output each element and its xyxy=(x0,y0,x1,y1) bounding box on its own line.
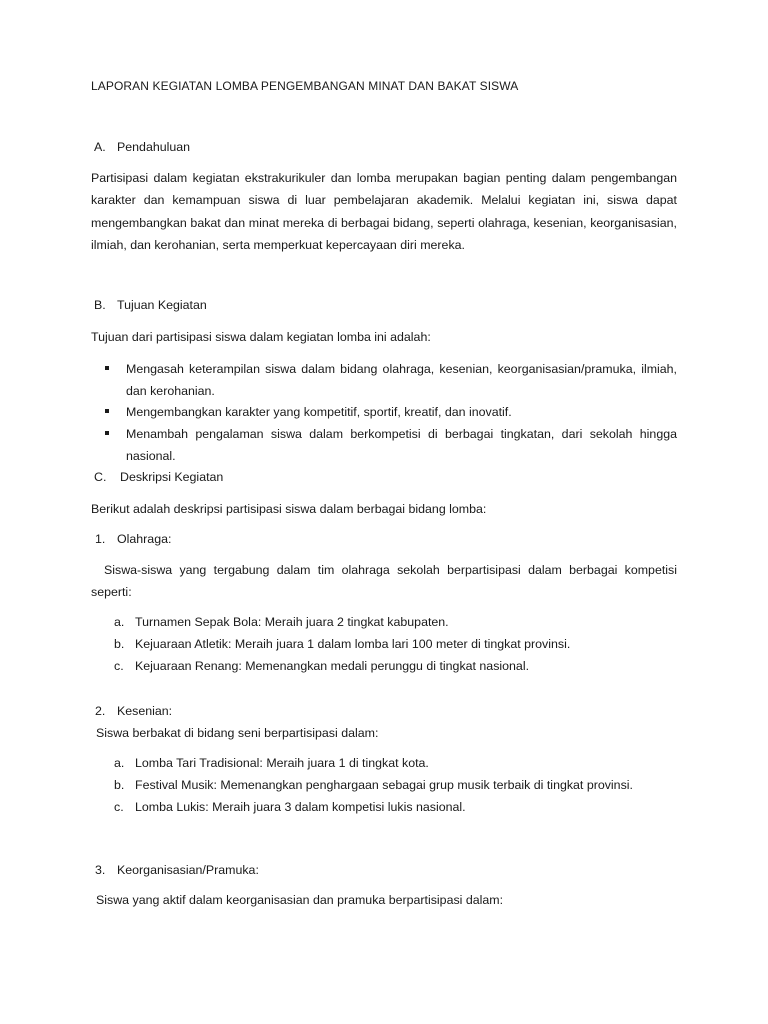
bullet-text: Mengasah keterampilan siswa dalam bidang olahraga, kesenian, keorganisasian/pramuka, ilmiah, dan kerohanian. xyxy=(126,362,677,398)
section-title: Deskripsi Kegiatan xyxy=(120,470,224,484)
item-text: Festival Musik: Memenangkan penghargaan sebagai grup musik terbaik di tingkat provinsi. xyxy=(135,778,633,792)
field-name: Olahraga: xyxy=(117,532,172,546)
document-title: LAPORAN KEGIATAN LOMBA PENGEMBANGAN MINAT DAN BAKAT SISWA xyxy=(91,79,519,93)
item-marker: a. xyxy=(114,756,125,770)
item-text: Turnamen Sepak Bola: Meraih juara 2 tingkat kabupaten. xyxy=(135,615,449,629)
field-marker: 1. xyxy=(95,532,106,546)
item-marker: a. xyxy=(114,615,125,629)
bullet-item xyxy=(91,401,677,423)
square-bullet-icon xyxy=(105,409,109,413)
description-intro: Berikut adalah deskripsi partisipasi siswa dalam berbagai bidang lomba: xyxy=(91,502,487,516)
bullet-text: Menambah pengalaman siswa dalam berkompetisi di berbagai tingkatan, dari sekolah hingga nasional. xyxy=(126,427,677,463)
field-name: Keorganisasian/Pramuka: xyxy=(117,863,259,877)
field-marker: 2. xyxy=(95,704,106,718)
item-text: Lomba Lukis: Meraih juara 3 dalam kompetisi lukis nasional. xyxy=(135,800,466,814)
bullet-item xyxy=(91,423,677,467)
field-name: Kesenian: xyxy=(117,704,173,718)
section-title: Tujuan Kegiatan xyxy=(117,298,207,312)
item-text: Lomba Tari Tradisional: Meraih juara 1 di tingkat kota. xyxy=(135,756,429,770)
square-bullet-icon xyxy=(105,366,109,370)
item-marker: c. xyxy=(114,800,124,814)
item-marker: b. xyxy=(114,778,125,792)
item-text: Kejuaraan Renang: Memenangkan medali perunggu di tingkat nasional. xyxy=(135,659,530,673)
field-intro: Siswa berbakat di bidang seni berpartisipasi dalam: xyxy=(96,726,379,740)
bullet-text: Mengembangkan karakter yang kompetitif, sportif, kreatif, dan inovatif. xyxy=(126,405,512,419)
item-marker: b. xyxy=(114,637,125,651)
square-bullet-icon xyxy=(105,431,109,435)
item-text: Kejuaraan Atletik: Meraih juara 1 dalam lomba lari 100 meter di tingkat provinsi. xyxy=(135,637,571,651)
section-marker: C. xyxy=(94,470,107,484)
intro-paragraph: Partisipasi dalam kegiatan ekstrakurikuler dan lomba merupakan bagian penting dalam pengembangan karakter dan kemampuan siswa di luar pembelajaran akademik. Melalui kegiatan ini, siswa dapat mengembangkan bakat dan minat mereka di berbagai bidang, seperti olahraga, kesenian, keorganisasian, ilmiah, dan kerohanian, serta memperkuat kepercayaan diri mereka. xyxy=(91,171,677,253)
section-title: Pendahuluan xyxy=(117,140,191,154)
field-intro: Siswa yang aktif dalam keorganisasian dan pramuka berpartisipasi dalam: xyxy=(96,893,504,907)
section-marker: A. xyxy=(94,140,106,154)
objectives-intro: Tujuan dari partisipasi siswa dalam kegiatan lomba ini adalah: xyxy=(91,330,431,344)
field-intro: Siswa-siswa yang tergabung dalam tim olahraga sekolah berpartisipasi dalam berbagai kompetisi seperti: xyxy=(91,563,677,600)
item-marker: c. xyxy=(114,659,124,673)
bullet-item xyxy=(91,358,677,402)
section-marker: B. xyxy=(94,298,106,312)
field-marker: 3. xyxy=(95,863,106,877)
